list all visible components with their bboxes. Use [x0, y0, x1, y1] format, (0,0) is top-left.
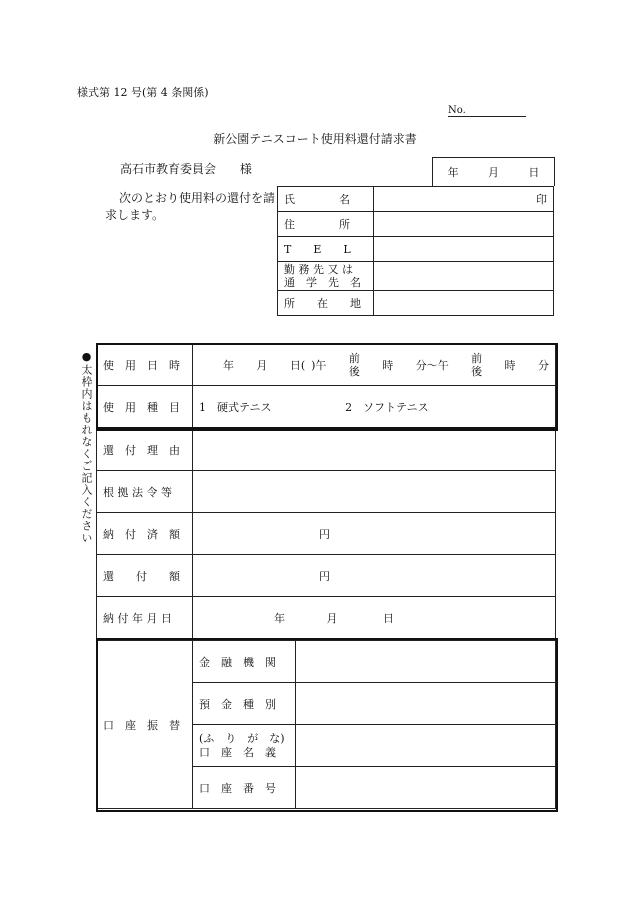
- tel-label: T E L: [278, 237, 374, 262]
- deposit-type-label: 預 金 種 別: [193, 683, 296, 725]
- dt-hour2: 時: [504, 358, 516, 372]
- name-field[interactable]: [374, 187, 554, 212]
- dt-year: 年: [223, 358, 234, 372]
- dt-min2: 分: [537, 358, 549, 372]
- dt-hour: 時: [382, 358, 394, 372]
- workplace-field[interactable]: [374, 262, 554, 291]
- dt-month: 月: [256, 358, 268, 372]
- furigana-label: (ふ り が な): [199, 731, 285, 745]
- usage-datetime-field[interactable]: [193, 344, 556, 386]
- date-day: 日: [528, 166, 540, 179]
- usage-table: [96, 343, 556, 639]
- tel-field[interactable]: [374, 237, 554, 262]
- dt-day: 日(: [289, 358, 306, 372]
- transfer-label: 口 座 振 替: [97, 641, 193, 809]
- applicant-table: [277, 186, 554, 316]
- type-option-hard[interactable]: 1 硬式テニス: [199, 400, 272, 414]
- holder-field[interactable]: [296, 725, 556, 767]
- refund-amount-label: 還 付 額: [97, 555, 193, 597]
- no-label: No.: [448, 105, 466, 116]
- refund-reason-label: 還 付 理 由: [97, 428, 193, 471]
- paid-amount-field[interactable]: [193, 513, 556, 555]
- side-note: ●太枠内はもれなくご記入ください: [80, 350, 93, 544]
- legal-basis-label: 根 拠 法 令 等: [97, 471, 193, 513]
- ampm-am-1: 前: [348, 351, 360, 365]
- refund-reason-field[interactable]: [193, 428, 556, 471]
- deposit-type-field[interactable]: [296, 683, 556, 725]
- seal-mark: 印: [536, 193, 547, 206]
- addressee-name: 高石市教育委員会: [120, 162, 217, 176]
- request-text: 次のとおり使用料の還付を請求します。: [105, 191, 276, 222]
- dt-paren: )午: [311, 358, 327, 372]
- addressee: [120, 160, 252, 177]
- address-field[interactable]: [374, 212, 554, 237]
- payment-date-label: 納 付 年 月 日: [97, 597, 193, 639]
- pd-year: 年: [274, 611, 285, 625]
- payment-date-field[interactable]: [193, 597, 556, 639]
- account-no-label: 口 座 番 号: [193, 767, 296, 809]
- no-field[interactable]: [448, 105, 526, 117]
- honorific: 様: [239, 162, 252, 176]
- usage-type-field[interactable]: [193, 386, 556, 429]
- ampm-am-2: 前: [471, 351, 483, 365]
- yen-unit: 円: [319, 569, 330, 583]
- name-label: 氏 名: [278, 187, 374, 212]
- location-label: 所 在 地: [278, 291, 374, 316]
- usage-type-label: 使 用 種 目: [97, 386, 193, 429]
- dt-min-to: 分〜午: [415, 358, 449, 372]
- institution-field[interactable]: [296, 641, 556, 683]
- pd-day: 日: [383, 611, 394, 625]
- refund-amount-field[interactable]: [193, 555, 556, 597]
- form-number: 様式第 12 号(第 4 条関係): [77, 86, 209, 99]
- location-field[interactable]: [374, 291, 554, 316]
- address-label: 住 所: [278, 212, 374, 237]
- pd-month: 月: [326, 611, 338, 625]
- page-title: 新公園テニスコート使用料還付請求書: [213, 132, 417, 146]
- date-month: 月: [487, 166, 499, 179]
- ampm-pm-1: 後: [348, 364, 360, 378]
- type-option-soft[interactable]: 2 ソフトテニス: [345, 400, 429, 414]
- institution-label: 金 融 機 関: [193, 641, 296, 683]
- workplace-label: 勤 務 先 又 は 通 学 先 名: [278, 262, 374, 291]
- ampm-pm-2: 後: [471, 364, 483, 378]
- holder-label: (ふ り が な) 口 座 名 義: [193, 725, 296, 767]
- yen-unit: 円: [319, 527, 330, 541]
- date-box[interactable]: [432, 157, 555, 186]
- legal-basis-field[interactable]: [193, 471, 556, 513]
- bank-table: [96, 640, 556, 809]
- usage-datetime-label: 使 用 日 時: [97, 344, 193, 386]
- account-no-field[interactable]: [296, 767, 556, 809]
- paid-amount-label: 納 付 済 額: [97, 513, 193, 555]
- date-year: 年: [447, 166, 459, 179]
